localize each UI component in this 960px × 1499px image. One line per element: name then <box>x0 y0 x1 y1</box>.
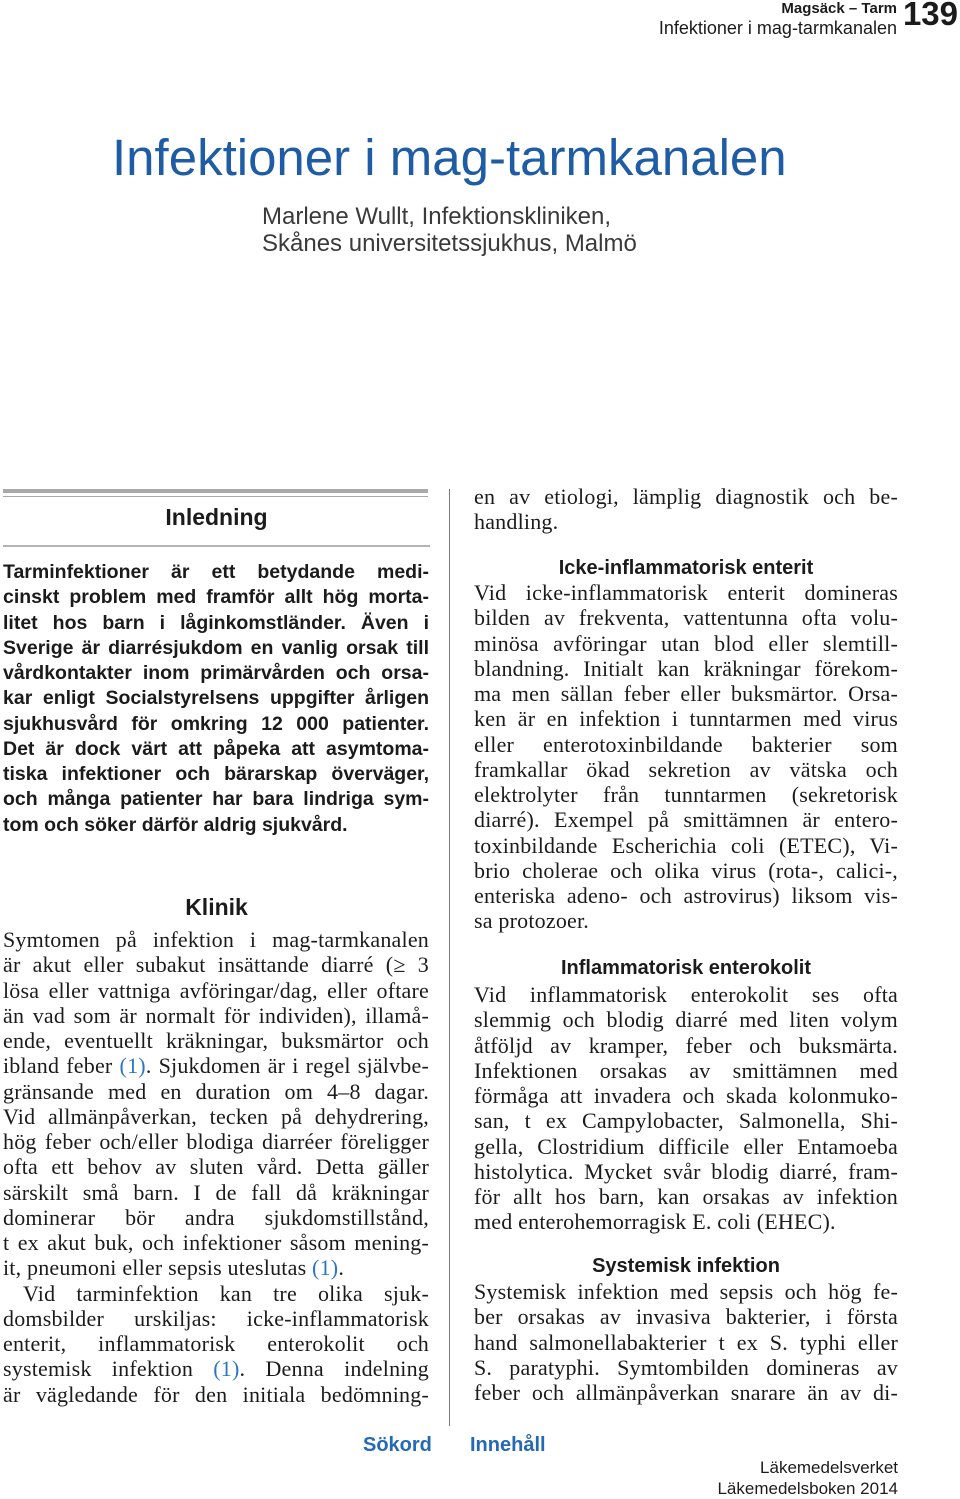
text-line: lösa eller vattniga avföringar/dag, eller oftare <box>3 977 429 1003</box>
text-line: t ex akut buk, och infektioner såsom mening- <box>3 1230 429 1255</box>
text-line: Tarminfektioner är ett betydande medi- <box>3 561 429 583</box>
subheading-inflammatorisk-enterokolit: Inflammatorisk enterokolit <box>560 957 812 979</box>
text-line <box>3 1053 429 1078</box>
reference-link[interactable]: (1) <box>119 1053 146 1079</box>
footer-publisher: Läkemedelsverket <box>760 1458 898 1477</box>
text-line: med enterohemorragisk E. coli (EHEC). <box>474 1209 836 1235</box>
text-line: är vägledande för den initiala bedömning- <box>3 1381 429 1407</box>
subheading-systemisk-infektion: Systemisk infektion <box>592 1255 780 1277</box>
chapter-title: Infektioner i mag-tarmkanalen <box>112 129 787 186</box>
text-line: handling. <box>474 509 559 535</box>
text-line: ber orsakas av invasiva bakterier, i första <box>474 1304 898 1330</box>
text-line: Vid allmänpåverkan, tecken på dehydrering, <box>3 1103 429 1129</box>
column-top-rule <box>3 489 428 493</box>
author-block <box>262 203 637 257</box>
running-header-chapter: Infektioner i mag-tarmkanalen <box>658 18 897 38</box>
text-line: bilden av frekventa, vattentunna ofta volu- <box>474 605 898 631</box>
text-line: sa protozoer. <box>474 908 590 934</box>
text-line: ken är en infektion i tunntarmen med virus <box>474 706 898 732</box>
text-line: diarré). Exempel på smittämnen är entero- <box>474 807 898 833</box>
text-line: kar enligt Socialstyrelsens uppgifter årligen <box>3 687 429 710</box>
text-line: enterit, inflammatorisk enterokolit och <box>3 1331 429 1356</box>
text-segment: systemisk infektion <box>3 1356 214 1382</box>
text-line: förmåga att invadera och skada kolonmuko- <box>474 1083 898 1108</box>
text-line: ende, eventuellt kräkningar, buksmärtor och <box>3 1028 429 1053</box>
text-line: framkallar ökad sekretion av vätska och <box>474 756 898 782</box>
text-line: toxinbildande Escherichia coli (ETEC), Vi- <box>474 832 898 858</box>
continuation-text <box>474 484 898 535</box>
text-segment: . <box>338 1255 345 1281</box>
text-line: Infektionen orsakas av smittämnen med <box>474 1057 898 1083</box>
text-line: särskilt små barn. I de fall då kräkningar <box>3 1179 429 1205</box>
text-line: Det är dock värt att påpeka att asymtoma- <box>3 737 429 760</box>
text-line: gella, Clostridium difficile eller Entamoeba <box>474 1133 898 1159</box>
text-line: sjukhusvård för omkring 12 000 patienter. <box>3 712 429 735</box>
text-line: cinskt problem med framför allt hög morta- <box>3 586 429 609</box>
text-line: Sverige är diarrésjukdom en vanlig orsak till <box>3 636 429 659</box>
text-line: slemmig och blodig diarré med liten volym <box>474 1007 898 1033</box>
text-line: hand salmonellabakterier t ex S. typhi eller <box>474 1329 898 1355</box>
text-line: Vid inflammatorisk enterokolit ses ofta <box>474 982 898 1007</box>
column-divider <box>449 489 450 1426</box>
text-line <box>3 1255 429 1280</box>
text-line: är akut eller subakut insättande diarré (≥ 3 <box>3 952 429 978</box>
text-line: blandning. Initialt kan kräkningar förekom- <box>474 655 898 681</box>
page-number: 139 <box>902 0 958 32</box>
heading-underline-rule <box>3 545 430 547</box>
text-line: feber och allmänpåverkan snarare än av di- <box>474 1380 898 1405</box>
icke-inflammatorisk-enterit-text <box>474 580 898 934</box>
text-line: ofta ett behov av sluten vård. Detta gäller <box>3 1154 429 1180</box>
search-index-link[interactable]: Sökord <box>363 1434 432 1456</box>
table-of-contents-link[interactable]: Innehåll <box>470 1434 546 1456</box>
text-line: gränsande med en duration om 4–8 dagar. <box>3 1078 429 1104</box>
column-top-rule-thin <box>3 496 428 497</box>
text-line: än vad som är normalt för individen), illamå- <box>3 1002 429 1028</box>
text-line: tom och söker därför aldrig sjukvård. <box>3 813 348 836</box>
running-header-section: Magsäck – Tarm <box>781 0 897 17</box>
text-line: ma men sällan feber eller buksmärtor. Orsa- <box>474 681 898 706</box>
reference-link[interactable]: (1) <box>312 1255 339 1281</box>
text-line: brio cholerae och olika virus (rota-, calici-, <box>474 857 898 883</box>
text-line: åtföljd av kramper, feber och buksmärta. <box>474 1032 898 1058</box>
text-line: histolytica. Mycket svår blodig diarré, fram- <box>474 1158 898 1184</box>
section-heading-inledning: Inledning <box>165 504 268 530</box>
text-line: eller enterotoxinbildande bakterier som <box>474 731 898 757</box>
text-segment: . Sjukdomen är i regel självbe- <box>145 1053 429 1079</box>
text-line: för allt hos barn, kan orsakas av infektion <box>474 1184 898 1209</box>
text-segment: . Denna indelning <box>239 1356 429 1382</box>
text-line: minösa avföringar utan blod eller slemtill- <box>474 630 898 656</box>
footer-book-title: Läkemedelsboken 2014 <box>717 1479 898 1498</box>
section-heading-klinik: Klinik <box>185 894 248 920</box>
text-line: elektrolyter från tunntarmen (sekretorisk <box>474 782 898 807</box>
text-line: Vid icke-inflammatorisk enterit domineras <box>474 580 898 605</box>
text-segment: it, pneumoni eller sepsis uteslutas <box>3 1255 313 1281</box>
text-line: och många patienter har bara lindriga sym- <box>3 788 429 811</box>
text-line: domsbilder urskiljas: icke-inflammatorisk <box>3 1305 429 1331</box>
text-line: dominerar bör andra sjukdomstillstånd, <box>3 1204 429 1230</box>
text-line: Vid tarminfektion kan tre olika sjuk- <box>23 1280 429 1306</box>
author-line-affiliation: Skånes universitetssjukhus, Malmö <box>262 230 637 257</box>
text-line: litet hos barn i låginkomstländer. Även i <box>3 611 429 634</box>
text-line: vårdkontakter inom primärvården och orsa- <box>3 662 429 684</box>
klinik-text <box>3 927 429 1407</box>
inledning-paragraph <box>3 560 429 838</box>
inflammatorisk-enterokolit-text <box>474 982 898 1235</box>
text-line: enteriska adeno- och astrovirus) liksom vis- <box>474 883 898 908</box>
text-line: hög feber och/eller blodiga diarréer föreligger <box>3 1129 429 1154</box>
reference-link[interactable]: (1) <box>213 1356 240 1382</box>
text-line: en av etiologi, lämplig diagnostik och be- <box>474 484 898 509</box>
text-segment: ibland feber <box>3 1053 120 1079</box>
systemisk-infektion-text <box>474 1279 898 1405</box>
text-line: tiska infektioner och bärarskap överväger, <box>3 763 429 785</box>
text-line: Systemisk infektion med sepsis och hög fe- <box>474 1279 898 1304</box>
text-line: Symtomen på infektion i mag-tarmkanalen <box>3 927 429 952</box>
text-line: S. paratyphi. Symtombilden domineras av <box>474 1354 898 1380</box>
text-line: san, t ex Campylobacter, Salmonella, Shi- <box>474 1108 898 1134</box>
author-line-name: Marlene Wullt, Infektionskliniken, <box>262 203 612 230</box>
text-line <box>3 1356 429 1381</box>
subheading-icke-inflammatorisk-enterit: Icke-inflammatorisk enterit <box>558 557 814 579</box>
